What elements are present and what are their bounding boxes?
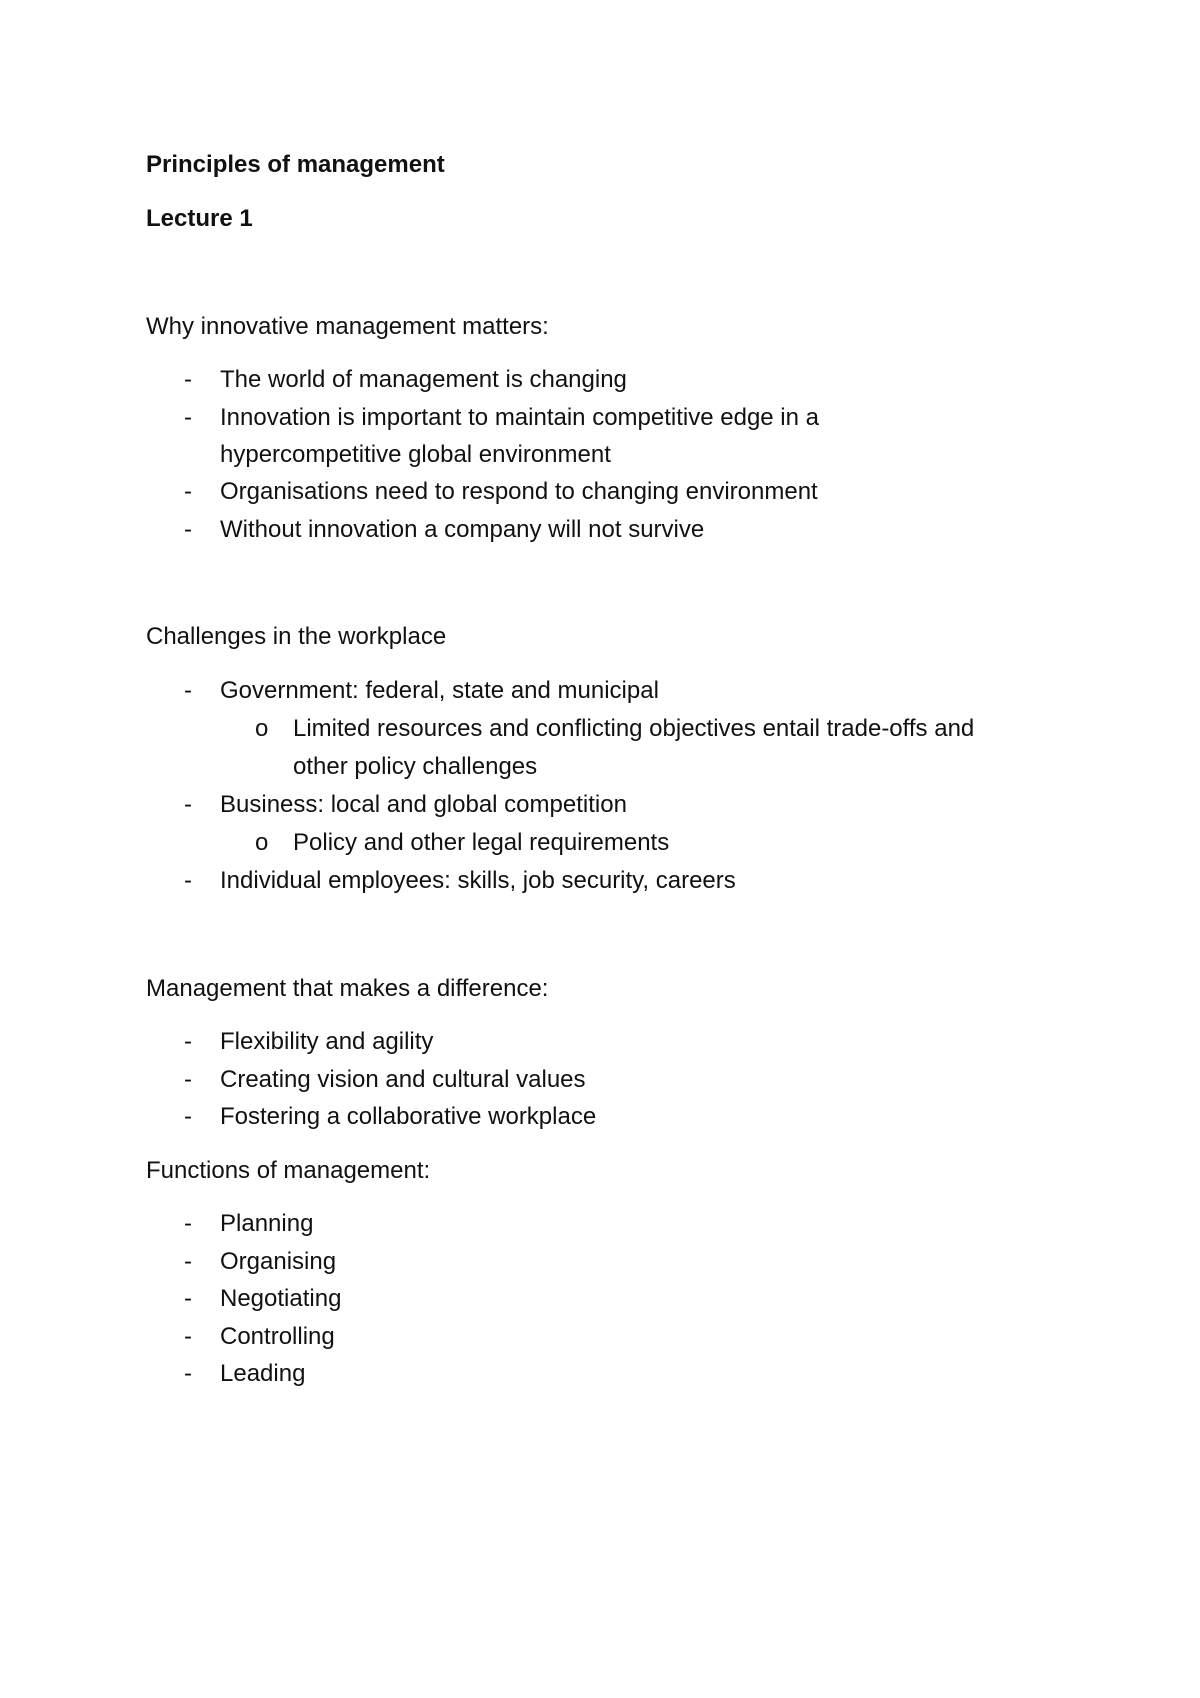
sub-list-item-continuation: other policy challenges — [293, 753, 538, 780]
list-item: Fostering a collaborative workplace — [220, 1103, 597, 1130]
bullet-dash: - — [184, 1248, 192, 1275]
bullet-dash: - — [184, 867, 192, 894]
sub-bullet-marker: o — [255, 715, 269, 742]
bullet-dash: - — [184, 1360, 192, 1387]
list-item: Negotiating — [220, 1285, 342, 1312]
sub-bullet-marker: o — [255, 829, 269, 856]
section-heading-management-difference: Management that makes a difference: — [146, 975, 549, 1002]
bullet-dash: - — [184, 1028, 192, 1055]
bullet-dash: - — [184, 404, 192, 431]
list-item: Without innovation a company will not survive — [220, 516, 705, 543]
list-item: Business: local and global competition — [220, 791, 627, 818]
bullet-dash: - — [184, 1285, 192, 1312]
sub-list-item: Policy and other legal requirements — [293, 829, 670, 856]
bullet-dash: - — [184, 791, 192, 818]
sub-list-item: Limited resources and conflicting objectives entail trade-offs and — [293, 715, 975, 742]
list-item: Controlling — [220, 1323, 335, 1350]
list-item-continuation: hypercompetitive global environment — [220, 441, 611, 468]
bullet-dash: - — [184, 1103, 192, 1130]
bullet-dash: - — [184, 1210, 192, 1237]
list-item: Planning — [220, 1210, 314, 1237]
section-heading-innovative-management: Why innovative management matters: — [146, 313, 549, 340]
bullet-dash: - — [184, 1323, 192, 1350]
list-item: Flexibility and agility — [220, 1028, 434, 1055]
list-item: Government: federal, state and municipal — [220, 677, 659, 704]
list-item: Individual employees: skills, job security, careers — [220, 867, 736, 894]
lecture-label: Lecture 1 — [146, 205, 253, 232]
list-item: The world of management is changing — [220, 366, 627, 393]
list-item: Creating vision and cultural values — [220, 1066, 586, 1093]
section-heading-challenges: Challenges in the workplace — [146, 623, 447, 650]
section-heading-functions: Functions of management: — [146, 1157, 431, 1184]
bullet-dash: - — [184, 516, 192, 543]
bullet-dash: - — [184, 1066, 192, 1093]
bullet-dash: - — [184, 366, 192, 393]
bullet-dash: - — [184, 478, 192, 505]
bullet-dash: - — [184, 677, 192, 704]
list-item: Organisations need to respond to changing environment — [220, 478, 818, 505]
list-item: Organising — [220, 1248, 337, 1275]
document-title: Principles of management — [146, 151, 445, 178]
list-item: Leading — [220, 1360, 306, 1387]
list-item: Innovation is important to maintain competitive edge in a — [220, 404, 820, 431]
